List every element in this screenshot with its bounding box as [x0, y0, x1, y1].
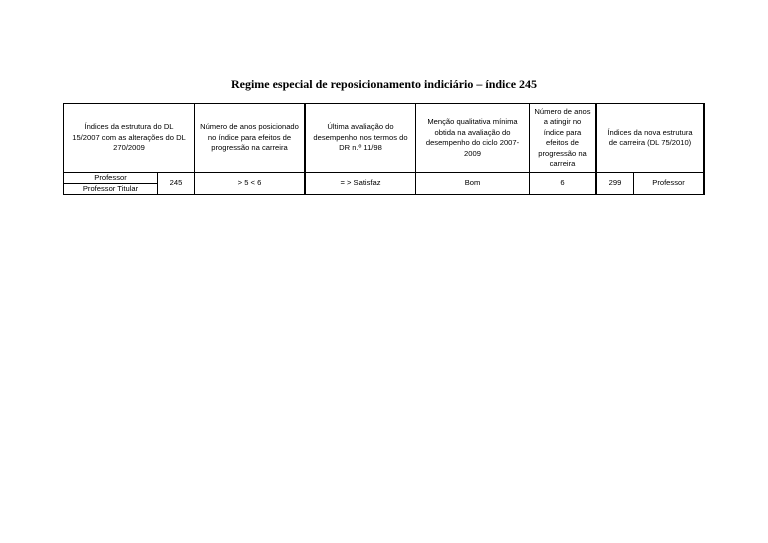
header-indices-antigos: Índices da estrutura do DL 15/2007 com as alterações do DL 270/2009	[72, 122, 186, 153]
row-indice-novo: 299	[608, 178, 622, 188]
header-ultima-avaliacao: Última avaliação do desempenho nos termos do DR n.º 11/98	[313, 122, 408, 153]
row-ultima-avaliacao: = > Satisfaz	[340, 178, 381, 188]
table-border-bottom	[63, 194, 705, 195]
row-anos-atingir: 6	[560, 178, 565, 188]
row-indice-antigo: 245	[169, 178, 183, 188]
row-categoria-professor: Professor	[94, 172, 127, 182]
header-mencao-minima: Menção qualitativa mínima obtida na avaliação do desempenho do ciclo 2007-2009	[425, 117, 520, 158]
row-mencao-minima: Bom	[464, 178, 481, 188]
table-border-right	[703, 103, 705, 195]
row-categoria-professor-titular: Professor Titular	[82, 183, 139, 193]
table-title: Regime especial de reposicionamento indiciário – índice 245	[230, 77, 538, 91]
header-anos-atingir: Número de anos a atingir no índice para efeitos de progressão na carreira	[534, 106, 591, 168]
header-indices-novos: Índices da nova estrutura de carreira (DL 75/2010)	[607, 127, 693, 147]
header-anos-posicionado: Número de anos posicionado no índice para efeitos de progressão na carreira	[200, 122, 299, 153]
row-categoria-nova: Professor	[652, 178, 685, 188]
reposicionamento-table	[63, 103, 705, 195]
row-anos-posicionado: > 5 < 6	[237, 178, 262, 188]
